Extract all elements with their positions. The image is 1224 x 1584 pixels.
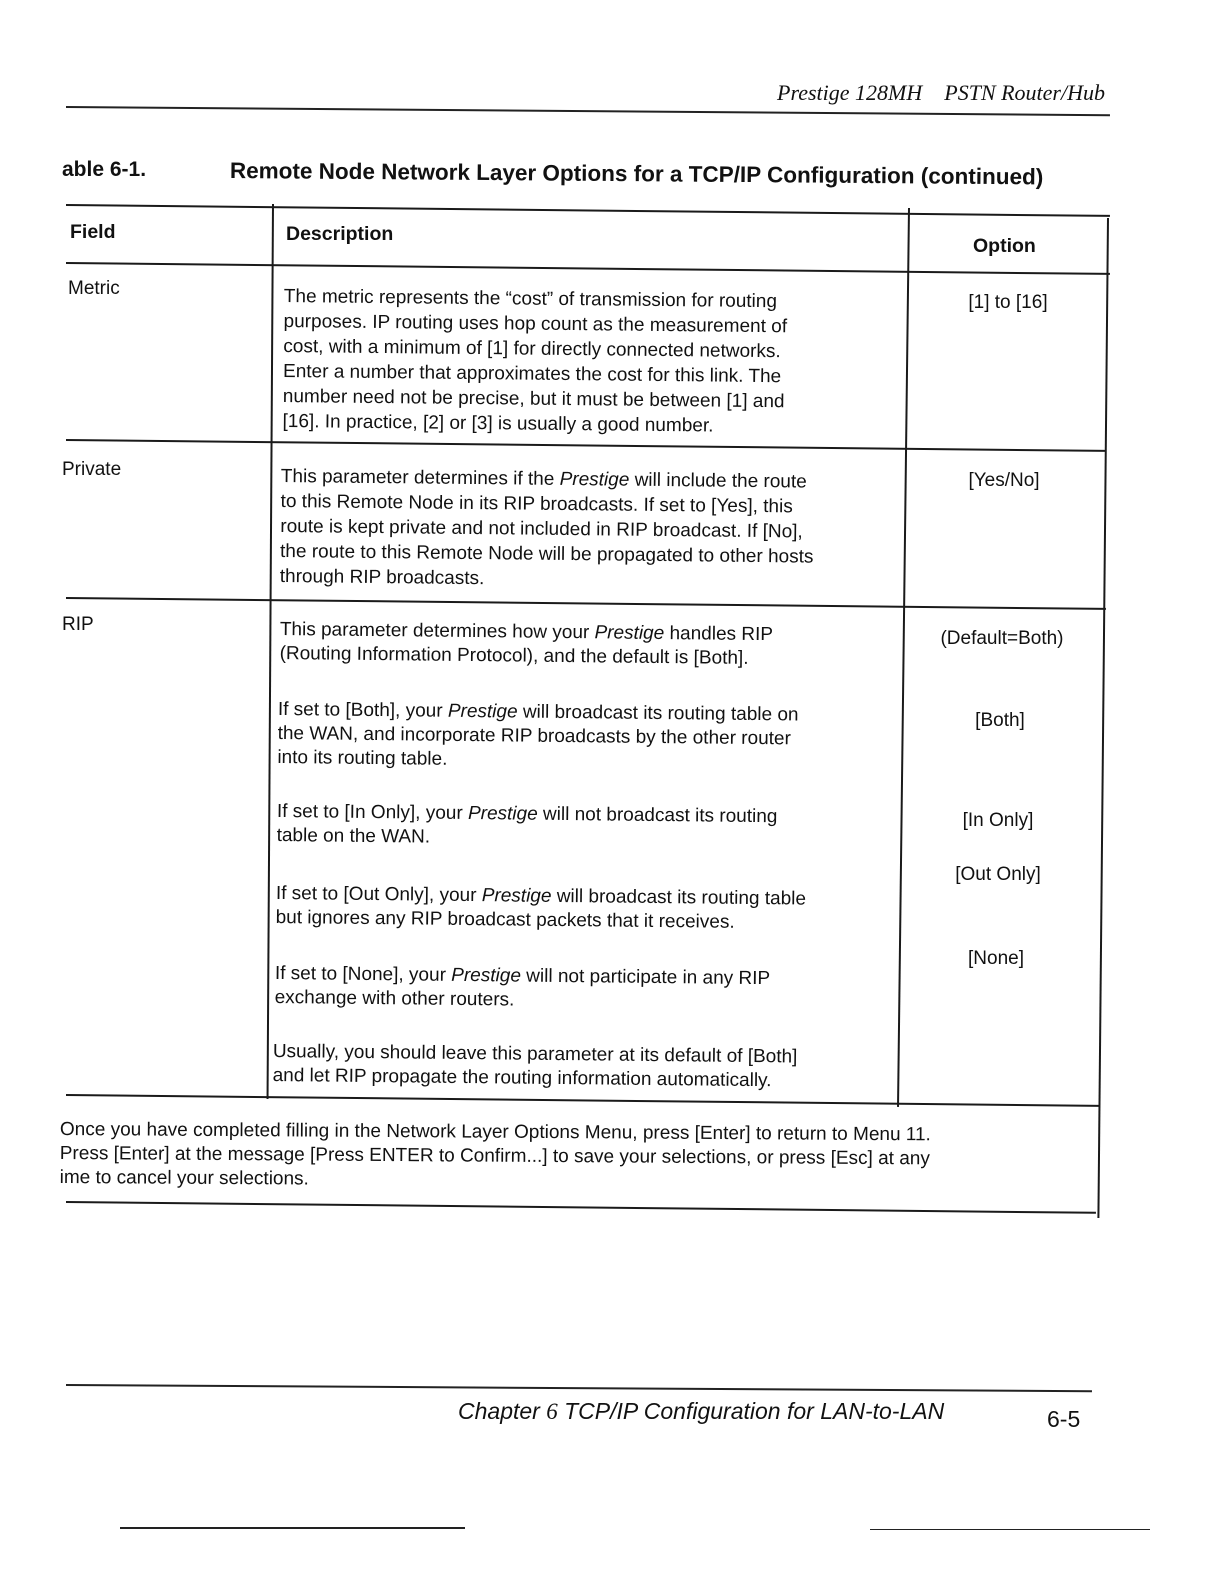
header-bottom-rule [66, 262, 1110, 275]
paragraph-line: but ignores any RIP broadcast packets that it receives. [275, 906, 735, 933]
header-field: Field [70, 221, 116, 243]
paragraph-line: exchange with other routers. [274, 986, 515, 1011]
header-rule [66, 106, 1110, 116]
field-private: Private [62, 459, 122, 480]
description-line: Enter a number that approximates the cost for this link. The [282, 360, 782, 388]
field-rip: RIP [62, 614, 94, 635]
running-header [700, 80, 1105, 106]
note-bottom-rule [66, 1201, 1096, 1214]
option-rip-in-only: [In Only] [962, 810, 1034, 831]
option-rip-out-only: [Out Only] [955, 864, 1041, 885]
description-metric [282, 284, 894, 440]
paragraph-text: will broadcast its routing table [551, 885, 807, 910]
note-line: Once you have completed filling in the Network Layer Options Menu, press [Enter] to return to Menu 11. [59, 1119, 931, 1146]
rip-paragraph-in-only [276, 800, 896, 854]
paragraph-line: the WAN, and incorporate RIP broadcasts by the other router [277, 722, 791, 750]
description-line: route is kept private and not included in RIP broadcast. If [No], [280, 515, 803, 543]
description-text: will include the route [629, 469, 807, 493]
description-line: The metric represents the “cost” of transmission for routing [283, 285, 778, 313]
col-divider-1 [267, 204, 274, 1099]
paragraph-text: If set to [Both], your [277, 698, 449, 722]
note-line: ime to cancel your selections. [59, 1166, 309, 1190]
option-rip-none: [None] [968, 948, 1024, 969]
note-line: Press [Enter] at the message [Press ENTER to Confirm...] to save your selections, or press [Esc] at any [59, 1142, 930, 1170]
rip-paragraph-usually [272, 1040, 892, 1094]
row-rip-bottom-rule [66, 1094, 1100, 1107]
product-name-emphasis: Prestige [594, 622, 665, 645]
description-line: through RIP broadcasts. [279, 565, 485, 590]
paragraph-text: If set to [None], your [274, 962, 452, 986]
chapter-footer [458, 1398, 944, 1425]
paragraph-line: Usually, you should leave this parameter at its default of [Both] [272, 1041, 798, 1068]
table-top-rule [66, 204, 1110, 217]
paragraph-line: table on the WAN. [276, 824, 431, 848]
paragraph-text: handles RIP [664, 623, 774, 646]
option-private: [Yes/No] [968, 470, 1040, 491]
table-number: able 6-1. [62, 158, 147, 181]
rip-paragraph-none [274, 962, 894, 1016]
chapter-title: TCP/IP Configuration for LAN-to-LAN [564, 1398, 945, 1424]
product-name-emphasis: Prestige [447, 700, 518, 723]
scan-artifact-line [870, 1529, 1150, 1530]
completion-note [60, 1118, 1090, 1196]
description-line: to this Remote Node in its RIP broadcasts. If set to [Yes], this [280, 490, 793, 518]
product-name-emphasis: Prestige [467, 803, 538, 825]
header-description: Description [286, 223, 394, 245]
header-product: Prestige 128MH [777, 80, 923, 105]
product-name-emphasis: Prestige [481, 885, 552, 907]
description-line: cost, with a minimum of [1] for directly connected networks. [283, 335, 781, 363]
rip-paragraph-out-only [275, 882, 895, 936]
footer-rule [66, 1384, 1092, 1392]
rip-paragraph-default [279, 618, 899, 672]
paragraph-line: and let RIP propagate the routing information automatically. [272, 1064, 772, 1092]
paragraph-text: This parameter determines how your [279, 618, 595, 644]
paragraph-text: will broadcast its routing table on [517, 701, 799, 726]
product-name-emphasis: Prestige [451, 964, 522, 987]
description-text: This parameter determines if the [280, 465, 560, 490]
description-line: number need not be precise, but it must be between [1] and [282, 385, 785, 413]
option-rip-both: [Both] [975, 710, 1025, 731]
option-rip-default: (Default=Both) [940, 628, 1064, 649]
description-private [280, 464, 896, 595]
chapter-number: 6 [546, 1399, 558, 1424]
paragraph-text: will not broadcast its routing [537, 803, 778, 828]
row-metric-bottom-rule [66, 439, 1106, 452]
row-private-bottom-rule [66, 597, 1106, 610]
header-option: Option [973, 235, 1036, 257]
chapter-word: Chapter [458, 1398, 540, 1424]
paragraph-text: will not participate in any RIP [520, 965, 771, 990]
paragraph-line: (Routing Information Protocol), and the default is [Both]. [279, 642, 749, 669]
description-line: purposes. IP routing uses hop count as the measurement of [283, 310, 788, 338]
paragraph-line: into its routing table. [277, 746, 448, 770]
paragraph-text: If set to [Out Only], your [275, 882, 482, 907]
rip-paragraph-both [277, 698, 898, 776]
header-device: PSTN Router/Hub [944, 80, 1105, 105]
product-name-emphasis: Prestige [559, 468, 630, 491]
description-line: the route to this Remote Node will be propagated to other hosts [279, 540, 814, 568]
table-title: Remote Node Network Layer Options for a TCP/IP Configuration (continued) [229, 158, 1044, 190]
description-line: [16]. In practice, [2] or [3] is usually a good number. [282, 410, 714, 437]
field-metric: Metric [68, 278, 120, 299]
page-number: 6-5 [1047, 1406, 1081, 1432]
scan-artifact-line [120, 1527, 465, 1529]
paragraph-text: If set to [In Only], your [276, 800, 469, 825]
table-right-edge [1097, 218, 1109, 1218]
option-metric: [1] to [16] [968, 292, 1048, 313]
